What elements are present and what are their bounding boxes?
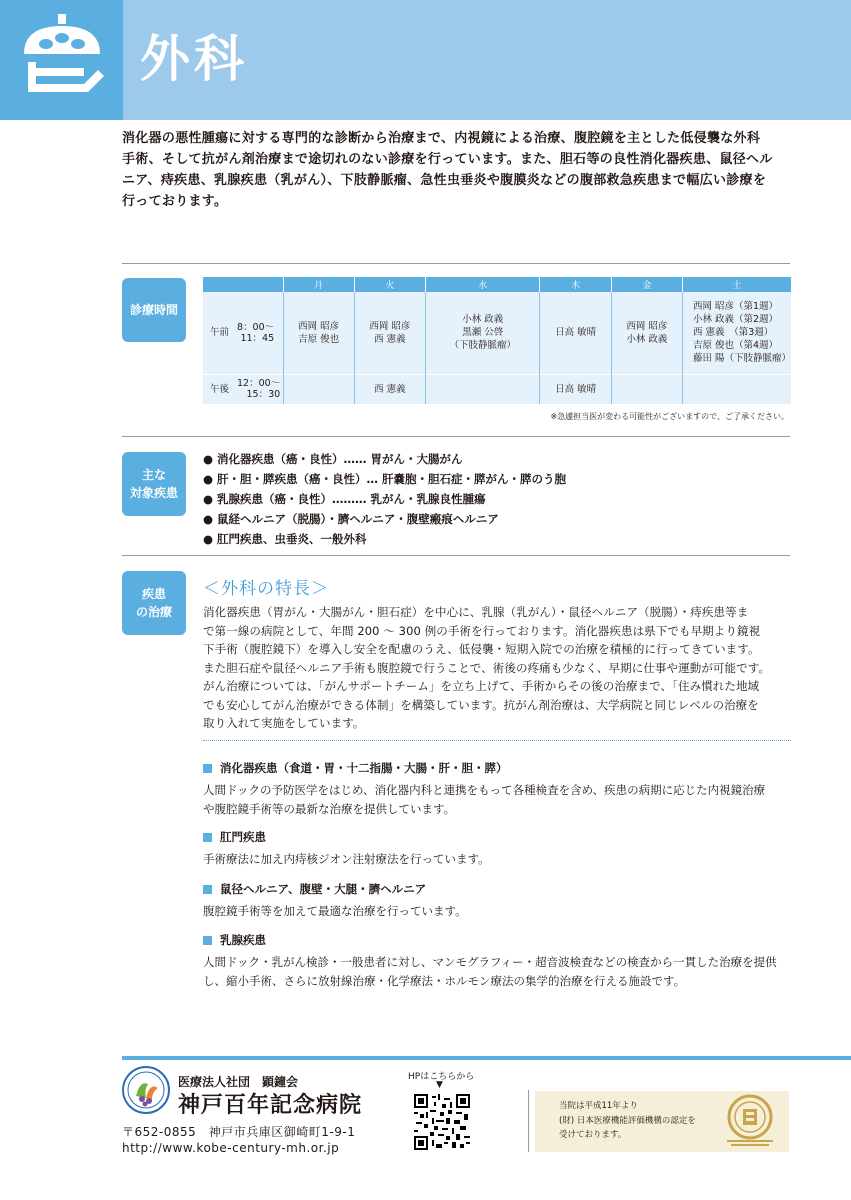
hospital-logo-icon	[122, 1066, 170, 1114]
address: 〒652-0855 神戸市兵庫区御崎町1-9-1	[122, 1125, 356, 1139]
square-bullet-icon	[203, 885, 212, 894]
subsection-text: 人間ドック・乳がん検診・一般患者に対し、マンモグラフィー・超音波検査などの検査から一貫した治療を提供 し、縮小手術、さらに放射線治療・化学療法・ホルモン療法の集学的治療を行える施設です。	[203, 955, 777, 988]
schedule-note: ※急遽担当医が変わる可能性がございますので、ご了承ください。	[550, 412, 789, 421]
list-item: ● 乳腺疾患（癌・良性）……… 乳がん・乳腺良性腫瘍	[203, 492, 486, 506]
subsection-text: 人間ドックの予防医学をはじめ、消化器内科と連携をもって各種検査を含め、疾患の病期に応じた内視鏡治療 や腹腔鏡手術等の最新な治療を提供しています。	[203, 783, 766, 816]
qr-code-icon[interactable]	[414, 1094, 470, 1150]
schedule-cell	[682, 374, 791, 404]
targets-label: 主な 対象疾患	[122, 452, 186, 516]
subsection-title: 鼠径ヘルニア、腹壁・大腿・臍ヘルニア	[203, 881, 426, 897]
day-header: 水	[426, 277, 540, 292]
footer-divider	[528, 1090, 529, 1152]
subsection-title: 消化器疾患（食道・胃・十二指腸・大腸・肝・胆・膵）	[203, 760, 508, 776]
schedule-table	[203, 277, 791, 404]
disease-list	[203, 449, 566, 549]
subsection-title: 乳腺疾患	[203, 932, 266, 948]
square-bullet-icon	[203, 833, 212, 842]
list-item: ● 肛門疾患、虫垂炎、一般外科	[203, 532, 367, 546]
pm-row	[203, 374, 791, 404]
section-divider	[122, 555, 790, 556]
day-header: 木	[540, 277, 611, 292]
schedule-label: 診療時間	[122, 278, 186, 342]
schedule-cell: 日高 敏晴	[540, 374, 611, 404]
subsection-title: 肛門疾患	[203, 829, 266, 845]
features-body: 消化器疾患（胃がん・大腸がん・胆石症）を中心に、乳腺（乳がん）・鼠径ヘルニア（脱腸）・痔疾患等ま で第一線の病院として、年間 200 〜 300 例の手術を行っております。消化器疾患は県下でも早期より鏡視 下手術（腹腔鏡下）を導入し安全を配慮のうえ、低侵襲・短期入院での治療を積極的に行ってきています。 また胆石症や鼠径ヘルニア手術も腹腔鏡で行うことで、術後の疼痛も少なく、早期に仕事や運動が可能です。 がん治療については、「がんサポートチーム」を立ち上げて、手術からその後の治療まで、「住み慣れた地域 でも安心してがん治療ができる体制」を構築しています。抗がん剤治療は、大学病院と同じレベルの治療を 取り入れて実施をしています。	[203, 605, 771, 730]
square-bullet-icon	[203, 764, 212, 773]
am-row	[203, 292, 791, 374]
website-link[interactable]: http://www.kobe-century-mh.or.jp	[122, 1141, 340, 1155]
accreditation-text: 当院は平成11年より (財) 日本医療機能評価機構の認定を 受けております。	[559, 1101, 696, 1140]
dotted-divider	[203, 740, 791, 741]
section-divider	[122, 436, 790, 437]
day-header: 月	[283, 277, 354, 292]
page-title: 外科	[140, 30, 248, 88]
schedule-cell	[611, 374, 682, 404]
list-item: ● 鼠経ヘルニア（脱腸）・臍ヘルニア・腹壁瘢痕ヘルニア	[203, 512, 499, 526]
day-header: 金	[611, 277, 682, 292]
schedule-cell: 西岡 昭彦 吉原 俊也	[283, 292, 354, 374]
header-icon-box	[0, 0, 123, 120]
intro-line: 手術、そして抗がん剤治療まで途切れのない診療を行っています。また、胆石等の良性消化器疾患、鼠径ヘル	[122, 152, 773, 167]
surgical-light-icon	[14, 14, 110, 104]
subsection-text: 腹腔鏡手術等を加えて最適な治療を行っています。	[203, 904, 467, 918]
day-header: 火	[354, 277, 425, 292]
intro-line: ニア、痔疾患、乳腺疾患（乳がん）、下肢静脈瘤、急性虫垂炎や腹膜炎などの腹部救急疾患まで幅広い診療を	[122, 173, 767, 188]
down-arrow-icon: ▼	[436, 1080, 443, 1090]
hospital-name: 神戸百年記念病院	[178, 1093, 363, 1118]
subsection-text: 手術療法に加え内痔核ジオン注射療法を行っています。	[203, 852, 490, 866]
treatment-label: 疾患 の治療	[122, 571, 186, 635]
schedule-cell: 西岡 昭彦 小林 政義	[611, 292, 682, 374]
schedule-cell: 西 憲義	[354, 374, 425, 404]
schedule-cell	[426, 374, 540, 404]
day-header: 土	[682, 277, 791, 292]
footer-line	[122, 1056, 851, 1060]
time-header	[203, 277, 283, 292]
square-bullet-icon	[203, 936, 212, 945]
am-time: 午前 8：00〜 11：45	[203, 292, 283, 374]
intro-line: 消化器の悪性腫瘍に対する専門的な診断から治療まで、内視鏡による治療、腹腔鏡を主とした低侵襲な外科	[122, 131, 761, 146]
accreditation-box	[535, 1091, 789, 1152]
schedule-cell: 日高 敏晴	[540, 292, 611, 374]
pm-time: 午後 12：00〜 15：30	[203, 374, 283, 404]
intro-text	[122, 128, 794, 212]
schedule-cell: 西岡 昭彦（第1週） 小林 政義（第2週） 西 憲義 （第3週） 吉原 俊也（第4週） 藤田 陽（下肢静脈瘤）	[682, 292, 791, 374]
schedule-cell: 西岡 昭彦 西 憲義	[354, 292, 425, 374]
section-divider	[122, 263, 790, 264]
accreditation-seal-icon	[721, 1093, 779, 1149]
intro-line: 行っております。	[122, 194, 228, 209]
schedule-cell: 小林 政義 黒瀬 公啓 （下肢静脈瘤）	[426, 292, 540, 374]
schedule-cell	[283, 374, 354, 404]
contact-info	[122, 1124, 355, 1156]
list-item: ● 消化器疾患（癌・良性）…… 胃がん・大腸がん	[203, 452, 463, 466]
hp-label: HPはこちらから	[408, 1072, 475, 1082]
features-heading: ＜外科の特長＞	[203, 579, 329, 599]
org-name: 医療法人社団 顕鐘会	[178, 1075, 299, 1089]
list-item: ● 肝・胆・膵疾患（癌・良性）… 肝嚢胞・胆石症・膵がん・膵のう胞	[203, 472, 567, 486]
